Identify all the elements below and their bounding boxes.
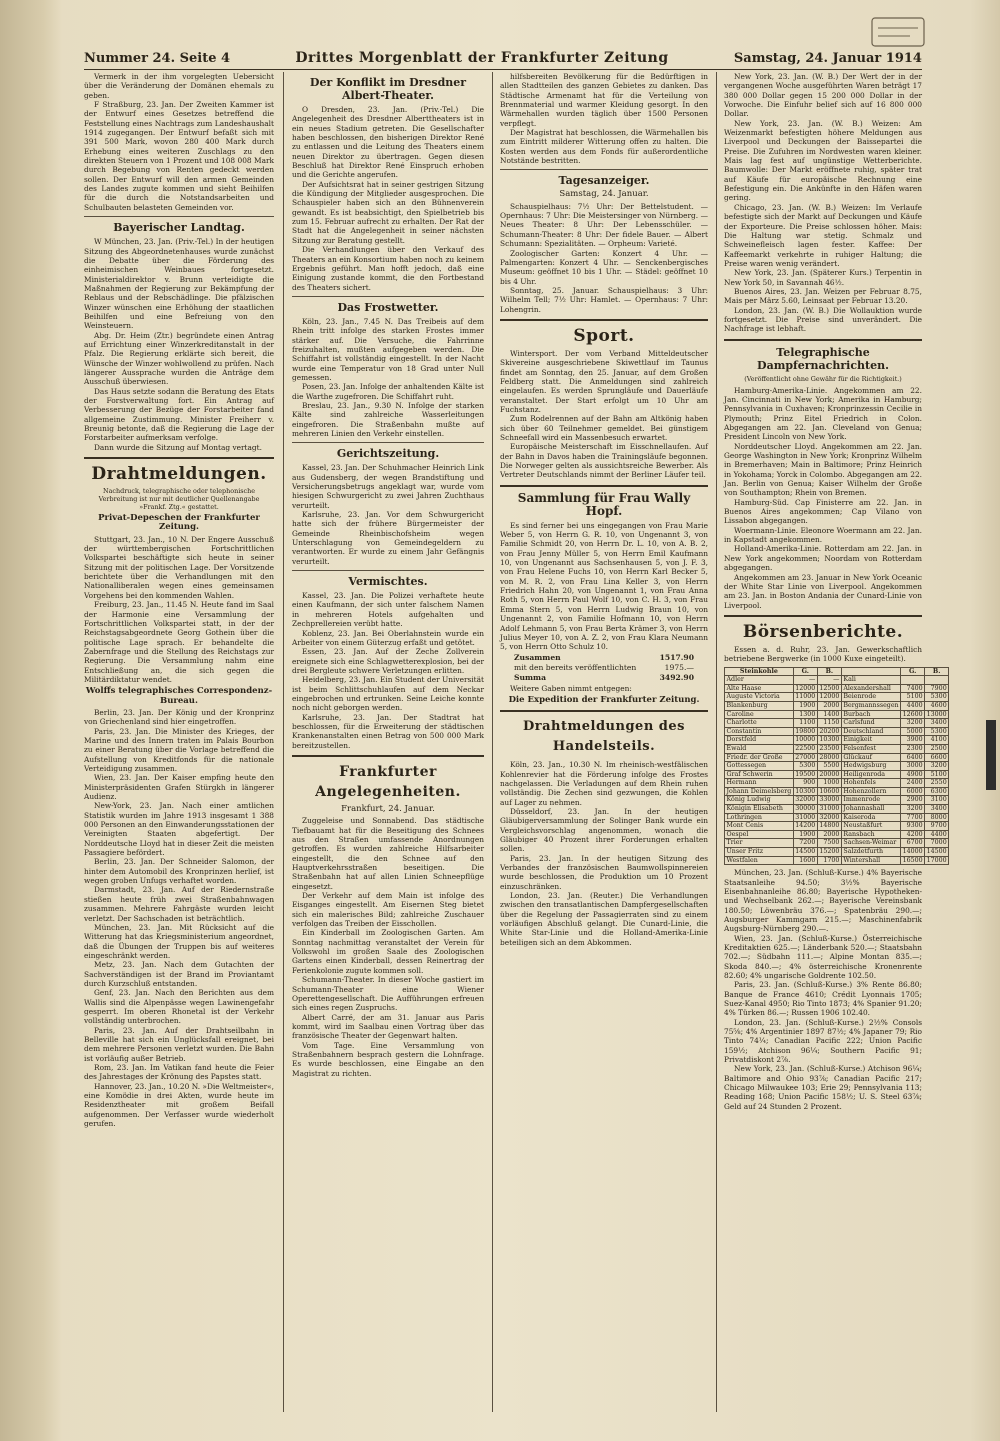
table-cell: Friedr. der Große: [725, 753, 794, 762]
article-paragraph: München, 23. Jan. Mit Rücksicht auf die Witterung hat das Kriegsministerium angeordnet, daß die Übungen der Truppen bis auf weiteres eingeschränkt werden.: [84, 922, 274, 960]
table-cell: Constantin: [725, 727, 794, 736]
section-heading: Börsenberichte.: [742, 621, 904, 642]
article-paragraph: New York, 23. Jan. (W. B.) Der Wert der in der vergangenen Woche ausgeführten Waren beträgt 17 380 000 Dollar gegen 15 200 000 Dollar in der Vorwoche. Die Einfuhr belief sich auf 16 800 000 Dollar.: [724, 72, 922, 119]
article-paragraph: O Dresden, 23. Jan. (Priv.-Tel.) Die Angelegenheit des Dresdner Alberttheaters ist in ein neues Stadium getreten. Die Gesellschafter haben beschlossen, den bisherigen Direktor René zu entlassen und die Leitung des Theaters einem neuen Direktor zu übertragen. Gegen diesen Beschluß hat Direktor René Einspruch erhoben und die Gerichte angerufen.: [292, 105, 484, 180]
article-paragraph: Karlsruhe, 23. Jan. Der Stadtrat hat beschlossen, für die Erweiterung der städtischen Krankenanstalten einen Betrag von 500 000 Mark bereitzustellen.: [292, 712, 484, 750]
dateline: Samstag, 24. Januar.: [559, 189, 649, 200]
article-paragraph: Kassel, 23. Jan. Die Polizei verhaftete heute einen Kaufmann, der sich unter falschem Namen in mehreren Hotels aufgehalten und Zechprellereien verübt hatte.: [292, 591, 484, 629]
table-cell: 3200: [901, 805, 925, 814]
article-paragraph: Berlin, 23. Jan. Der Schneider Salomon, der hinter dem Automobil des Kronprinzen herlief, ist wegen groben Unfugs verhaftet worden.: [84, 857, 274, 886]
table-cell: 14500: [795, 848, 816, 856]
table-cell: 7900: [925, 684, 949, 693]
article-paragraph: Paris, 23. Jan. In der heutigen Sitzung des Verbandes der französischen Baumwollspinnereien wurde beschlossen, die Produktion um 10 Prozent einzuschränken.: [500, 853, 708, 891]
table-header-cell: G.: [793, 667, 817, 676]
article-paragraph: New York, 23. Jan. (Späterer Kurs.) Terpentin in New York 50, in Savannah 46½.: [724, 268, 922, 287]
section-heading: Das Frostwetter.: [337, 300, 439, 314]
article-paragraph: Sonntag, 25. Januar. Schauspielhaus: 3 Uhr: Wilhelm Tell; 7½ Uhr: Hamlet. — Opernhaus: 7 Uhr: Lohengrin.: [500, 285, 708, 314]
article-paragraph: London, 23. Jan. (W. B.) Die Wollauktion wurde fortgesetzt. Die Preise sind unverändert. Die Nachfrage ist lebhaft.: [724, 305, 922, 334]
table-cell: 1700: [817, 856, 841, 865]
archive-tab: [986, 720, 996, 790]
table-cell: 7500: [817, 839, 841, 848]
section-heading: Vermischtes.: [348, 575, 428, 589]
table-cell: 20000: [819, 770, 840, 778]
table-cell: 7200: [793, 839, 817, 848]
table-cell: 4600: [925, 701, 949, 710]
subsection-heading: Privat-Depeschen der Frankfurter Zeitung.: [98, 513, 260, 533]
section-heading: Frankfurter Angelegenheiten.: [315, 763, 461, 800]
table-cell: 3100: [925, 796, 949, 805]
article-paragraph: Schumann-Theater. In dieser Woche gastiert im Schumann-Theater eine Wiener Operettengesellschaft. Die Aufführungen erfreuen sich eines regen Zuspruchs.: [292, 975, 484, 1013]
table-cell: Hohenfels: [841, 779, 900, 788]
table-cell: Auguste Victoria: [725, 693, 794, 702]
article-paragraph: Essen, 23. Jan. Auf der Zeche Zollverein ereignete sich eine Schlagwetterexplosion, bei der drei Bergleute schwere Verletzungen erlitten.: [292, 647, 484, 675]
table-cell: 14200: [795, 822, 816, 830]
table-cell: 1300: [793, 710, 817, 719]
table-cell: 14000: [902, 848, 923, 856]
article-paragraph: London, 23. Jan. (Schluß-Kurse.) 2½% Consols 75⅝; 4% Argentinier 1897 87½; 4% Japaner 79; Rio Tinto 74¼; Canadian Pacific 222; Union Pacific 159½; Atchison 96¼; Southern Pacific 91; Privatdiskont 2⅞.: [724, 1017, 922, 1065]
table-cell: Adler: [725, 676, 794, 685]
article-paragraph: Köln, 23. Jan., 7.45 N. Das Treibeis auf dem Rhein tritt infolge des starken Frostes immer stärker auf. Die Versuche, die Fahrrinne freizuhalten, mußten aufgegeben werden. Die Schiffahrt ist vollständig eingestellt. In der Nacht wurde eine Temperatur von 18 Grad unter Null gemessen.: [292, 316, 484, 382]
table-cell: Immenrode: [841, 796, 900, 805]
article-paragraph: Paris, 23. Jan. Auf der Drahtseilbahn in Belleville hat sich ein Unglücksfall ereignet, bei dem mehrere Personen verletzt wurden. Die Bahn ist vorläufig außer Betrieb.: [84, 1025, 274, 1063]
table-row: [725, 727, 949, 736]
table-cell: 900: [793, 779, 817, 788]
table-cell: Salzdetfurth: [841, 848, 900, 857]
table-row: [725, 813, 949, 822]
table-row: [725, 822, 949, 831]
section-heading: Tagesanzeiger.: [558, 174, 650, 188]
table-row: [725, 676, 949, 685]
table-cell: Westfalen: [725, 856, 794, 865]
article-paragraph: F Straßburg, 23. Jan. Der Zweiten Kammer ist der Entwurf eines Gesetzes betreffend die Feststellung eines Nachtrags zum Landeshaushalt 1914 zugegangen. Der Entwurf befaßt sich mit 391 500 Mark, wovon 280 400 Mark durch Erhebung eines weiteren Zuschlags zu den direkten Steuern von 1 Prozent und 108 008 Mark durch Begebung von Renten gedeckt werden sollen. Der Entwurf will den armen Gemeinden des Landes zugute kommen und sieht Beihilfen für die durch die Notstandsarbeiten und Schulbauten belasteten Gemeinden vor.: [84, 100, 274, 212]
table-header-cell: Steinkohle: [725, 667, 794, 676]
table-cell: 6600: [925, 753, 949, 762]
article-paragraph: Wien, 23. Jan. (Schluß-Kurse.) Österreichische Kreditaktien 625.—; Länderbank 520.—; Staatsbahn 702.—; Südbahn 111.—; Alpine Montan 835.—; Skoda 840.—; 4% österreichische Kronenrente 82.60; 4% ungarische Goldrente 102.50.: [724, 933, 922, 980]
table-row: [725, 736, 949, 745]
table-cell: 23500: [819, 744, 840, 752]
table-cell: 5300: [925, 727, 949, 736]
table-row: [725, 848, 949, 857]
section-heading: Der Konflikt im Dresdner Albert-Theater.: [309, 76, 467, 102]
column-divider: [492, 72, 493, 1412]
article-paragraph: Vom Tage. Eine Versammlung von Straßenbahnern besprach gestern die Lohnfrage. Es wurde beschlossen, eine Eingabe an den Magistrat zu richten.: [292, 1040, 484, 1078]
article-paragraph: Buenos Aires, 23. Jan. Weizen per Februar 8.75, Mais per März 5.60, Leinsaat per Februar 13.20.: [724, 286, 922, 306]
table-header-cell: [841, 667, 900, 676]
section-heading: Sammlung für Frau Wally Hopf.: [517, 490, 691, 518]
table-cell: [925, 676, 949, 685]
column-2: [292, 72, 484, 1412]
article-paragraph: Weitere Gaben nimmt entgegen:: [510, 683, 632, 693]
table-cell: 7400: [901, 684, 925, 693]
article-paragraph: Metz, 23. Jan. Nach dem Gutachten der Sachverständigen ist der Brand im Proviantamt durch Kurzschluß entstanden.: [84, 960, 274, 988]
table-cell: 9700: [925, 822, 949, 831]
table-cell: Hedwigsburg: [841, 762, 900, 771]
article-paragraph: Hamburg-Süd. Cap Finisterre am 22. Jan. in Buenos Aires angekommen; Cap Vilano von Lissabon abgegangen.: [724, 497, 922, 526]
table-cell: 31000: [819, 805, 840, 813]
table-cell: 3200: [901, 719, 925, 728]
table-cell: Johannashall: [841, 805, 900, 814]
table-cell: 8000: [925, 813, 949, 822]
dateline: Frankfurt, 24. Januar.: [341, 803, 435, 814]
table-cell: 6000: [901, 787, 925, 796]
table-cell: Graf Schwerin: [725, 770, 794, 779]
article-paragraph: Angekommen am 23. Januar in New York Oceanic der White Star Linie von Liverpool. Angekommen am 23. Jan. in Boston Andania der Cunard-Linie von Liverpool.: [724, 572, 922, 610]
article-paragraph: Der Magistrat hat beschlossen, die Wärmehallen bis zum Eintritt milderer Witterung offen zu halten. Die Kosten werden aus dem Fonds für außerordentliche Notstände bestritten.: [500, 128, 708, 166]
table-cell: —: [817, 676, 841, 685]
article-paragraph: Kassel, 23. Jan. Der Schuhmacher Heinrich Link aus Gudensberg, der wegen Brandstiftung und Versicherungsbetrugs angeklagt war, wurde vom hiesigen Schwurgericht zu zwei Jahren Zuchthaus verurteilt.: [292, 463, 484, 510]
article-paragraph: Breslau, 23. Jan., 9.30 N. Infolge der starken Kälte sind zahlreiche Wasserleitungen eingefroren. Die Straßenbahn mußte auf mehreren Linien den Verkehr einstellen.: [292, 400, 484, 438]
column-1: [84, 72, 274, 1412]
section-heading: Telegraphische Dampfernachrichten.: [757, 345, 889, 372]
table-cell: 28000: [819, 753, 840, 761]
table-cell: 2000: [817, 830, 841, 839]
table-cell: 4400: [925, 830, 949, 839]
article-paragraph: Berlin, 23. Jan. Der König und der Kronprinz von Griechenland sind hier eingetroffen.: [84, 707, 274, 727]
table-cell: 33000: [819, 796, 840, 804]
table-cell: 9300: [901, 822, 925, 831]
article-paragraph: Wintersport. Der vom Verband Mitteldeutscher Skivereine ausgeschriebene Skiwettlauf im Taunus findet am Sonntag, den 25. Januar, auf dem Großen Feldberg statt. Die Anmeldungen sind zahlreich eingelaufen. Es werden Sprungläufe und Dauerläufe veranstaltet. Der Start erfolgt um 10 Uhr am Fuchstanz.: [500, 348, 708, 414]
table-cell: Gottessegen: [725, 762, 794, 771]
table-header-row: [725, 667, 949, 676]
article-paragraph: London, 23. Jan. (Reuter.) Die Verhandlungen zwischen den transatlantischen Dampfergesellschaften über die Regelung der Passagierraten sind zu einem vorläufigen Abschluß gelangt. Die Cunard-Linie, die White Star-Linie und die Holland-Amerika-Linie beteiligen sich an dem Abkommen.: [500, 891, 708, 947]
table-cell: 2900: [901, 796, 925, 805]
table-row: [725, 762, 949, 771]
article-paragraph: Woermann-Linie. Eleonore Woermann am 22. Jan. in Kapstadt angekommen.: [724, 525, 922, 545]
table-cell: 7700: [901, 813, 925, 822]
article-paragraph: Darmstadt, 23. Jan. Auf der Riedernstraße stießen heute früh zwei Straßenbahnwagen zusammen. Mehrere Fahrgäste wurden leicht verletzt. Der Sachschaden ist beträchtlich.: [84, 885, 274, 923]
article-paragraph: Heidelberg, 23. Jan. Ein Student der Universität ist beim Schlittschuhlaufen auf dem Neckar eingebrochen und ertrunken. Seine Leiche konnte noch nicht geborgen werden.: [292, 675, 484, 713]
article-paragraph: Norddeutscher Lloyd. Angekommen am 22. Jan. George Washington in New York; Kronprinz Wilhelm in Bremerhaven; Main in Baltimore; Prinz Heinrich in Yokohama; Yorck in Colombo. Abgegangen am 22. Jan. Berlin von Genua; Kaiser Wilhelm der Große von Southampton; Rhein von Bremen.: [724, 441, 922, 498]
table-cell: 5300: [925, 693, 949, 702]
article-paragraph: Freiburg, 23. Jan., 11.45 N. Heute fand im Saal der Harmonie eine Versammlung der Fortschrittlichen Volkspartei statt, in der der Reichstagsabgeordnete Georg Gothein über die politische Lage sprach. Er behandelte die Zabernfrage und die Stellung des Reichstags zur Regierung. Die Versammlung nahm eine Entschließung an, die sich gegen die Militärdiktatur wendet.: [84, 600, 274, 684]
article-paragraph: Chicago, 23. Jan. (W. B.) Weizen: Im Verlaufe befestigte sich der Markt auf Deckungen und Käufe der Exporteure. Die Preise schlossen höher. Mais: Die Haltung war stetig. Schmalz und Schweinefleisch lagen fester. Kaffee: Der Kaffeemarkt verkehrte in ruhiger Haltung; die Preise waren wenig verändert.: [724, 202, 922, 268]
table-cell: Einigkeit: [841, 736, 900, 745]
table-cell: 4900: [901, 770, 925, 779]
header-issue-page: Nummer 24. Seite 4: [84, 50, 231, 66]
article-paragraph: Die Verhandlungen über den Verkauf des Theaters an ein Konsortium haben noch zu keinem Ergebnis geführt. Man hofft jedoch, daß eine Einigung zustande kommt, die den Fortbestand des Theaters sichert.: [292, 245, 484, 292]
page-header: [84, 48, 922, 68]
table-cell: 1150: [817, 719, 841, 728]
table-cell: Deutschland: [841, 727, 900, 736]
section-heading: Gerichtszeitung.: [336, 447, 440, 461]
table-row: [725, 753, 949, 762]
table-cell: 10000: [795, 736, 816, 744]
table-cell: Mont Cenis: [725, 822, 794, 831]
article-paragraph: New York, 23. Jan. (W. B.) Weizen: Am Weizenmarkt befestigten höhere Meldungen aus Liverpool und Deckungen der Baissepartei die Preise. Die Zufuhren im Nordwesten waren kleiner. Mais lag fest auf ungünstige Wetterberichte. Baumwolle: Der Markt eröffnete ruhig, später trat auf Käufe für europäische Rechnung eine Befestigung ein. Die Ankünfte in den Häfen waren gering.: [724, 118, 922, 203]
table-row: [725, 796, 949, 805]
table-cell: 6300: [925, 787, 949, 796]
table-cell: Ransbach: [841, 830, 900, 839]
article-paragraph: Wien, 23. Jan. Der Kaiser empfing heute den Ministerpräsidenten Grafen Stürgkh in längerer Audienz.: [84, 773, 274, 802]
table-cell: 11000: [795, 693, 816, 701]
table-cell: 3400: [925, 719, 949, 728]
table-header-cell: B.: [817, 667, 841, 676]
article-paragraph: Stuttgart, 23. Jan., 10 N. Der Engere Ausschuß der württembergischen Fortschrittlichen Volkspartei beschäftigte sich heute in seiner Sitzung mit der politischen Lage. Der Vorsitzende berichtete über die Verhandlungen mit den Nationalliberalen wegen eines gemeinsamen Vorgehens bei den kommenden Wahlen.: [84, 534, 274, 600]
table-row: [725, 710, 949, 719]
article-paragraph: Posen, 23. Jan. Infolge der anhaltenden Kälte ist die Warthe zugefroren. Die Schiffahrt ruht.: [292, 382, 484, 401]
table-cell: 14800: [819, 822, 840, 830]
article-paragraph: Genf, 23. Jan. Nach den Berichten aus dem Wallis sind die Alpenpässe wegen Lawinengefahr gesperrt. Im oberen Rhonetal ist der Verkehr vollständig unterbrochen.: [84, 988, 274, 1026]
table-cell: 4200: [901, 830, 925, 839]
table-cell: 2000: [817, 701, 841, 710]
article-paragraph: Abg. Dr. Heim (Ztr.) begründete einen Antrag auf Errichtung einer Winzerkreditanstalt in der Pfalz. Die Regierung erklärte sich bereit, die Wünsche der Winzer wohlwollend zu prüfen. Nach längerer Aussprache wurden die Anträge dem Ausschuß überwiesen.: [84, 330, 274, 387]
table-cell: 1400: [817, 710, 841, 719]
header-masthead: Drittes Morgenblatt der Frankfurter Zeitung: [295, 50, 669, 66]
table-row: [725, 719, 949, 728]
table-cell: 16500: [902, 856, 923, 864]
header-date: Samstag, 24. Januar 1914: [733, 50, 922, 66]
table-cell: Dorstfeld: [725, 736, 794, 745]
article-paragraph: Paris, 23. Jan. Die Minister des Krieges, der Marine und des Innern traten im Palais Bourbon zu einer Beratung über die Vorlage betreffend die Aufstellung von Kreditfonds für die nationale Verteidigung zusammen.: [84, 726, 274, 773]
article-paragraph: München, 23. Jan. (Schluß-Kurse.) 4% Bayerische Staatsanleihe 94.50; 3½% Bayerische Eisenbahnanleihe 86.80; Bayerische Hypotheken- und Wechselbank 262.—; Bayerische Vereinsbank 180.50; Löwenbräu 376.—; Spatenbräu 290.—; Augsburger Kammgarn 215.—; Maschinenfabrik Augsburg-Nürnberg 290.—.: [724, 868, 922, 934]
table-cell: Caroline: [725, 710, 794, 719]
table-cell: Alexandershall: [841, 684, 900, 693]
table-row: [725, 839, 949, 848]
table-row: [725, 787, 949, 796]
article-paragraph: Der Verkehr auf dem Main ist infolge des Eisganges eingestellt. Am Eisernen Steg bietet sich ein malerisches Bild; zahlreiche Zuschauer verfolgen das Treiben der Eisschollen.: [292, 891, 484, 929]
table-cell: Königin Elisabeth: [725, 805, 794, 814]
article-paragraph: New-York, 23. Jan. Nach einer amtlichen Statistik wurden im Jahre 1913 insgesamt 1 388 000 Personen an den Einwanderungsstationen der Vereinigten Staaten abgefertigt. Der Norddeutsche Lloyd hat in dieser Zeit die meisten Passagiere befördert.: [84, 801, 274, 858]
collection-total: Zusammen 1517.90: [514, 652, 694, 662]
table-cell: 3000: [901, 762, 925, 771]
table-cell: 2500: [925, 744, 949, 753]
table-cell: 5100: [901, 693, 925, 702]
table-cell: 10300: [795, 787, 816, 795]
table-cell: Lothringen: [725, 813, 794, 822]
table-cell: Johann Deimelsberg: [726, 787, 792, 795]
table-cell: 6700: [901, 839, 925, 848]
table-cell: 13000: [926, 710, 947, 718]
article-paragraph: Dann wurde die Sitzung auf Montag vertagt.: [94, 442, 262, 452]
table-cell: 20200: [819, 727, 840, 735]
table-cell: Trier: [725, 839, 794, 848]
table-row: [725, 779, 949, 788]
table-cell: 1900: [793, 701, 817, 710]
table-cell: König Ludwig: [725, 796, 794, 805]
table-cell: 12600: [902, 710, 923, 718]
table-cell: 19800: [795, 727, 816, 735]
table-cell: [901, 676, 925, 685]
column-divider: [283, 72, 284, 1412]
article-paragraph: W München, 23. Jan. (Priv.-Tel.) In der heutigen Sitzung des Abgeordnetenhauses wurde zunächst die Debatte über die Förderung des einheimischen Weinbaues fortgesetzt. Ministerialdirektor v. Brunn verteidigte die Maßnahmen der Regierung zur Bekämpfung der Reblaus und der Rebschädlinge. Die pfälzischen Winzer wünschen eine Erhöhung der staatlichen Beihilfen und eine Befreiung von den Weinsteuern.: [84, 237, 274, 331]
article-paragraph: Vermerk in der ihm vorgelegten Uebersicht über die Veränderung der Domänen ehemals zu geben.: [84, 72, 274, 100]
table-row: [725, 805, 949, 814]
table-cell: 1900: [793, 830, 817, 839]
article-paragraph: Hamburg-Amerika-Linie. Angekommen am 22. Jan. Cincinnati in New York; Amerika in Hamburg; Pennsylvania in Cuxhaven; Kronprinzessin Cecilie in Plymouth; Prinz Eitel Friedrich in Colon. Abgegangen am 22. Jan. Cleveland von Genua; President Lincoln von New York.: [724, 385, 922, 442]
article-paragraph: Essen a. d. Ruhr, 23. Jan. Gewerkschaftlich betriebene Bergwerke (in 1000 Kuxe eingeteilt).: [724, 644, 922, 664]
column-4: [724, 72, 947, 1412]
expedition-signature: Die Expedition der Frankfurter Zeitung.: [508, 694, 700, 705]
table-row: [725, 856, 949, 865]
section-heading: Sport.: [573, 325, 635, 346]
table-header-cell: B.: [925, 667, 949, 676]
table-cell: Hermann: [725, 779, 794, 788]
collection-sum: Summa 3492.90: [514, 673, 694, 683]
table-header-cell: G.: [901, 667, 925, 676]
table-cell: 5000: [901, 727, 925, 736]
table-cell: 14500: [926, 848, 947, 856]
table-cell: 30000: [795, 805, 816, 813]
table-cell: Wintershall: [841, 856, 900, 865]
table-cell: Beienrode: [841, 693, 900, 702]
article-paragraph: Zoologischer Garten: Konzert 4 Uhr. — Palmengarten: Konzert 4 Uhr. — Senckenbergisches Museum: geöffnet 10 bis 1 Uhr. — Städel: geöffnet 10 bis 4 Uhr.: [500, 248, 708, 286]
table-cell: 31000: [795, 813, 816, 821]
table-cell: 32000: [819, 813, 840, 821]
article-paragraph: hilfsbereiten Bevölkerung für die Bedürftigen in allen Stadtteilen des ganzen Gebietes zu danken. Das Städtische Armenamt hat für die Verteilung von Brennmaterial und warmer Kleidung gesorgt. In den Wärmehallen wurden täglich über 1500 Personen verpflegt.: [500, 72, 708, 128]
table-cell: Bergmannssegen: [843, 701, 899, 709]
table-cell: 6400: [901, 753, 925, 762]
table-cell: 15200: [819, 848, 840, 856]
article-paragraph: Albert Carré, der am 31. Januar aus Paris kommt, wird im Saalbau einen Vortrag über das französische Theater der Gegenwart halten.: [292, 1012, 484, 1041]
article-paragraph: Schauspielhaus: 7½ Uhr: Der Bettelstudent. — Opernhaus: 7 Uhr: Die Meistersinger von Nürnberg. — Neues Theater: 8 Uhr: Der Lebensschüler. — Schumann-Theater: 8 Uhr: Der fidele Bauer. — Albert Schumann: Spezialitäten. — Orpheum: Varieté.: [500, 201, 708, 249]
library-stamp-icon: [870, 12, 926, 52]
table-row: [725, 701, 949, 710]
table-cell: 17000: [926, 856, 947, 864]
subsection-heading: Wolffs telegraphisches Correspondenz-Bureau.: [85, 686, 273, 706]
header-rule: [84, 69, 922, 70]
table-cell: Blankenburg: [725, 701, 794, 710]
article-paragraph: Es sind ferner bei uns eingegangen von Frau Marie Weber 5, von Herrn G. R. 10, von Ungenannt 3, von Familie Schmidt 20, von Herrn Dr. L. 10, von A. B. 2, von Frau Jenny Müller 5, von Herrn Emil Kaufmann 10, von Ungenannt aus Sachsenhausen 5, von J. F. 3, von Frau Helene Fuchs 10, von Herrn Karl Becker 5, von M. R. 2, von Frau Lina Keller 3, von Herrn Friedrich Hahn 20, von Ungenannt 1, von Frau Anna Roth 5, von Herrn Paul Wolf 10, von C. H. 3, von Frau Emma Stern 5, von Herrn Ludwig Braun 10, von Ungenannt 2, von Familie Hofmann 10, von Herrn Adolf Lehmann 5, von Frau Berta Krämer 3, von Herrn Julius Meyer 10, von A. Z. 2, von Frau Klara Neumann 5, von Herrn Otto Schulz 10.: [500, 520, 708, 652]
table-cell: 1100: [793, 719, 817, 728]
table-cell: 10600: [819, 787, 840, 795]
table-cell: Kaiseroda: [841, 813, 900, 822]
reprint-notice: Nachdruck, telegraphische oder telephonische Verbreitung ist nur mit deutlicher Quellenangabe »Frankf. Ztg.« gestattet.: [98, 487, 260, 512]
table-cell: 5500: [817, 762, 841, 771]
article-paragraph: Zum Rodelrennen auf der Bahn am Altkönig haben sich über 60 Teilnehmer gemeldet. Bei günstigem Schneefall wird ein Massenbesuch erwartet.: [500, 414, 708, 442]
table-cell: Hohenzollern: [841, 787, 900, 796]
article-paragraph: Europäische Meisterschaft im Eisschnellaufen. Auf der Bahn in Davos haben die Trainingsläufe begonnen. Die Norweger gelten als aussichtsreiche Bewerber. Als Vertreter Deutschlands nimmt der Berliner Läufer teil.: [500, 442, 708, 480]
article-paragraph: Koblenz, 23. Jan. Bei Oberlahnstein wurde ein Arbeiter von einem Güterzug erfaßt und getötet.: [292, 628, 484, 647]
article-paragraph: Rom, 23. Jan. Im Vatikan fand heute die Feier des Jahrestages der Krönung des Papstes statt.: [84, 1063, 274, 1082]
table-cell: Felsenfest: [841, 744, 900, 753]
table-cell: Alte Haase: [725, 684, 794, 693]
table-cell: 1600: [793, 856, 817, 865]
table-cell: 2550: [925, 779, 949, 788]
table-cell: Glückauf: [841, 753, 900, 762]
table-row: [725, 770, 949, 779]
table-cell: 1000: [817, 779, 841, 788]
article-paragraph: Hannover, 23. Jan., 10.20 N. »Die Weltmeister«, eine Komödie in drei Akten, wurde heute im Residenztheater mit großem Beifall aufgenommen. Der Verfasser wurde wiederholt gerufen.: [84, 1081, 274, 1129]
table-cell: 3200: [925, 762, 949, 771]
article-paragraph: Paris, 23. Jan. (Schluß-Kurse.) 3% Rente 86.80; Banque de France 4610; Crédit Lyonnais 1705; Suez-Kanal 4950; Rio Tinto 1873; 4% Spanier 91.20; 4% Türken 86.—; Russen 1906 102.40.: [724, 980, 922, 1018]
table-cell: Oespel: [725, 830, 794, 839]
article-paragraph: Karlsruhe, 23. Jan. Vor dem Schwurgericht hatte sich der frühere Bürgermeister der Gemeinde Rheinbischofsheim wegen Unterschlagung von Gemeindegeldern zu verantworten. Er wurde zu einem Jahr Gefängnis verurteilt.: [292, 510, 484, 566]
article-paragraph: Das Haus setzte sodann die Beratung des Etats der Forstverwaltung fort. Ein Antrag auf Verbesserung der Bezüge der Forstarbeiter fand allgemeine Zustimmung. Minister Freiherr v. Breunig betonte, daß die Regierung die Lage der Forstarbeiter aufmerksam verfolge.: [84, 386, 274, 443]
section-heading: Bayerischer Landtag.: [113, 221, 245, 235]
article-paragraph: Köln, 23. Jan., 10.30 N. Im rheinisch-westfälischen Kohlenrevier hat die Förderung infolge des Frostes nachgelassen. Die Verladungen auf dem Rhein ruhen vollständig. Die Zechen sind gezwungen, die Kohlen auf Lager zu nehmen.: [500, 760, 708, 807]
section-heading: Drahtmeldungen.: [91, 464, 267, 485]
table-cell: 27000: [795, 753, 816, 761]
table-cell: Unser Fritz: [725, 848, 794, 857]
section-heading: Drahtmeldungen des Handelsteils.: [523, 719, 685, 755]
table-cell: 7000: [925, 839, 949, 848]
table-cell: 32000: [795, 796, 816, 804]
table-cell: 12000: [819, 693, 840, 701]
article-paragraph: New York, 23. Jan. (Schluß-Kurse.) Atchison 96¼; Baltimore and Ohio 93⅞; Canadian Pacific 217; Chicago Milwaukee 103; Erie 29; Pennsylvania 113; Reading 168; Union Pacific 158½; U. S. Steel 63⅞; Geld auf 24 Stunden 2 Prozent.: [724, 1064, 922, 1111]
table-cell: 2400: [901, 779, 925, 788]
table-row: [725, 684, 949, 693]
table-cell: 19500: [795, 770, 816, 778]
collection-previous: mit den bereits veröffentlichten 1975.—: [514, 662, 694, 672]
table-row: [725, 744, 949, 753]
table-cell: Charlotte: [725, 719, 794, 728]
table-row: [725, 693, 949, 702]
table-cell: 2300: [901, 744, 925, 753]
table-cell: 12500: [819, 684, 840, 692]
table-cell: 10300: [819, 736, 840, 744]
table-cell: Sachsen-Weimar: [841, 839, 900, 848]
disclaimer-note: (Veröffentlicht ohne Gewähr für die Richtigkeit.): [744, 374, 902, 383]
article-paragraph: Düsseldorf, 23. Jan. In der heutigen Gläubigerversammlung der Solinger Bank wurde ein Vergleichsvorschlag angenommen, wonach die Gläubiger 40 Prozent ihrer Forderungen erhalten sollen.: [500, 806, 708, 854]
page-binding-shadow: [0, 0, 62, 1441]
table-cell: —: [793, 676, 817, 685]
table-cell: 5100: [925, 770, 949, 779]
table-cell: Carlsfund: [841, 719, 900, 728]
article-paragraph: Der Aufsichtsrat hat in seiner gestrigen Sitzung die Kündigung der Mitglieder ausgesprochen. Die Schauspieler haben sich an den Bühnenverein gewandt. Es ist beabsichtigt, den Spielbetrieb bis zum 15. Februar aufrecht zu erhalten. Der Rat der Stadt hat die Angelegenheit in seiner nächsten Sitzung zur Beratung gestellt.: [292, 179, 484, 245]
table-cell: 4100: [925, 736, 949, 745]
table-cell: 3400: [925, 805, 949, 814]
table-cell: 22500: [795, 744, 816, 752]
article-paragraph: Holland-Amerika-Linie. Rotterdam am 22. Jan. in New York angekommen; Noordam von Rotterdam abgegangen.: [724, 544, 922, 573]
article-paragraph: Zuggeleise und Sonnabend. Das städtische Tiefbauamt hat für die Beseitigung des Schnees aus den Straßen umfassende Anordnungen getroffen. Es wurden zahlreiche Hilfsarbeiter eingestellt, die den Schnee auf den Hauptverkehrsstraßen beseitigen. Die Straßenbahn hat auf allen Linien Schneepflüge eingesetzt.: [292, 816, 484, 891]
column-3: [500, 72, 708, 1412]
column-divider: [716, 72, 717, 1412]
table-cell: 3900: [901, 736, 925, 745]
table-cell: Burbach: [841, 710, 900, 719]
table-cell: 5300: [793, 762, 817, 771]
table-cell: Heiligenroda: [841, 770, 900, 779]
table-cell: Ewald: [725, 744, 794, 753]
article-paragraph: Ein Kinderball im Zoologischen Garten. Am Sonntag nachmittag veranstaltet der Verein für Volkswohl im großen Saale des Zoologischen Gartens einen Kinderball, dessen Reinertrag der Ferienkolonie zugute kommen soll.: [292, 928, 484, 975]
table-cell: Kali: [841, 676, 900, 685]
table-row: [725, 830, 949, 839]
table-cell: 12000: [795, 684, 816, 692]
table-cell: Neustaßfurt: [841, 822, 900, 831]
mining-stock-table: [724, 667, 949, 866]
table-cell: 4400: [901, 701, 925, 710]
